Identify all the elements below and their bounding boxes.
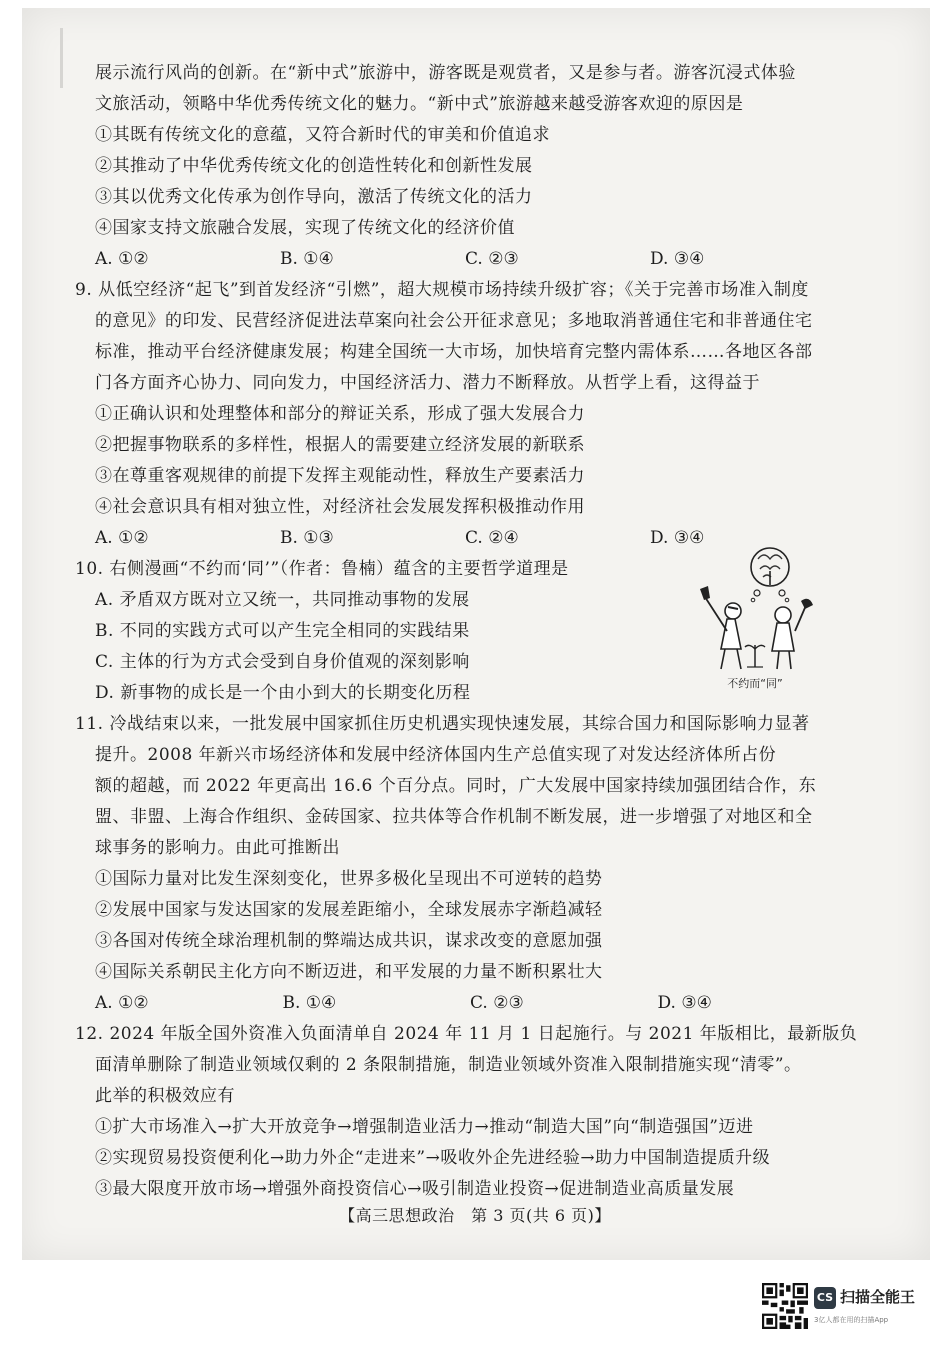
q11-line: 11. 冷战结束以来，一批发展中国家抓住历史机遇实现快速发展，其综合国力和国际影响力显著 [75,714,810,734]
intro-section [95,58,845,275]
q9-statement: ②把握事物联系的多样性，根据人的需要建立经济发展的新联系 [95,435,585,455]
intro-statement: ④国家支持文旅融合发展，实现了传统文化的经济价值 [95,218,515,238]
cs-logo-icon: CS [814,1287,836,1309]
q11-statement: ①国际力量对比发生深刻变化，世界多极化呈现出不可逆转的趋势 [95,869,603,889]
q9-line: 标准，推动平台经济健康发展；构建全国统一大市场，加快培育完整内需体系……各地区各部 [95,342,813,362]
q11-line: 球事务的影响力。由此可推断出 [95,838,340,858]
q9-line: 门各方面齐心协力、同向发力，中国经济活力、潜力不断释放。从哲学上看，这得益于 [95,373,760,393]
q11-options [95,988,845,1019]
scanner-title: 扫描全能王 [840,1288,916,1306]
q12-statement: ③最大限度开放市场→增强外商投资信心→吸引制造业投资→促进制造业高质量发展 [95,1179,735,1199]
option-c: C. ②④ [465,528,519,548]
q11-line: 盟、非盟、上海合作组织、金砖国家、拉共体等合作机制不断发展，进一步增强了对地区和全 [95,807,813,827]
page-footer: 【高三思想政治 第 3 页(共 6 页)】 [339,1206,611,1225]
question-9 [75,275,845,554]
cartoon-caption: 不约而“同” [727,677,783,690]
q11-statement: ④国际关系朝民主化方向不断迈进，和平发展的力量不断积累壮大 [95,962,603,982]
question-12 [75,1019,858,1205]
q9-line: 9. 从低空经济“起飞”到首发经济“引燃”，超大规模市场持续升级扩容；《关于完善市场准入制度 [75,280,809,300]
q11-line: 提升。2008 年新兴市场经济体和发展中经济体国内生产总值实现了对发达经济体所占份 [95,745,777,765]
q12-line: 面清单删除了制造业领域仅剩的 2 条限制措施，制造业领域外资准入限制措施实现“清零”。 [95,1055,802,1075]
option-b: B. ①③ [280,528,334,548]
q12-line: 12. 2024 年版全国外资准入负面清单自 2024 年 11 月 1 日起施行。与 2021 年版相比，最新版负 [75,1024,858,1044]
intro-statement: ②其推动了中华优秀传统文化的创造性转化和创新性发展 [95,156,533,176]
q10-option-c: C. 主体的行为方式会受到自身价值观的深刻影响 [95,652,470,672]
q12-statement: ①扩大市场准入→扩大开放竞争→增强制造业活力→推动“制造大国”向“制造强国”迈进 [95,1117,754,1137]
q9-statement: ④社会意识具有相对独立性，对经济社会发展发挥积极推动作用 [95,497,585,517]
option-d: D. ③④ [657,993,712,1013]
intro-line: 文旅活动，领略中华优秀传统文化的魅力。“新中式”旅游越来越受游客欢迎的原因是 [95,94,744,114]
scanner-watermark [762,1283,937,1333]
option-a: A. ①② [95,993,149,1013]
q11-line: 额的超越，而 2022 年更高出 16.6 个百分点。同时，广大发展中国家持续加强团结合作，东 [95,776,817,796]
q10-option-b: B. 不同的实践方式可以产生完全相同的实践结果 [95,621,470,641]
q9-line: 的意见》的印发、民营经济促进法草案向社会公开征求意见；多地取消普通住宅和非普通住宅 [95,311,813,331]
q10-option-a: A. 矛盾双方既对立又统一，共同推动事物的发展 [95,590,470,610]
q12-statement: ②实现贸易投资便利化→助力外企“走进来”→吸收外企先进经验→助力中国制造提质升级 [95,1148,771,1168]
option-d: D. ③④ [650,528,705,548]
question-11 [75,709,845,1019]
intro-statement: ③其以优秀文化传承为创作导向，激活了传统文化的活力 [95,187,533,207]
fold-mark [60,28,63,88]
option-a: A. ①② [95,528,149,548]
option-c: C. ②③ [470,993,524,1013]
cartoon-drawing-icon [695,545,815,675]
option-a: A. ①② [95,249,149,269]
q11-statement: ③各国对传统全球治理机制的弊端达成共识，谋求改变的意愿加强 [95,931,603,951]
option-d: D. ③④ [650,249,705,269]
option-b: B. ①④ [280,249,334,269]
option-c: C. ②③ [465,249,519,269]
q11-statement: ②发展中国家与发达国家的发展差距缩小，全球发展赤字渐趋减轻 [95,900,603,920]
option-b: B. ①④ [282,993,337,1013]
intro-line: 展示流行风尚的创新。在“新中式”旅游中，游客既是观赏者，又是参与者。游客沉浸式体验 [95,63,796,83]
cartoon-illustration [695,545,815,695]
scanner-subtitle: 3亿人都在用的扫描App [814,1316,889,1324]
intro-options [95,244,845,275]
q9-statement: ③在尊重客观规律的前提下发挥主观能动性，释放生产要素活力 [95,466,585,486]
q9-statement: ①正确认识和处理整体和部分的辩证关系，形成了强大发展合力 [95,404,585,424]
intro-statement: ①其既有传统文化的意蕴，又符合新时代的审美和价值追求 [95,125,550,145]
q10-stem: 10. 右侧漫画“不约而‘同’”（作者：鲁楠）蕴含的主要哲学道理是 [75,559,569,579]
q12-line: 此举的积极效应有 [95,1086,235,1106]
qr-code-icon [762,1283,808,1329]
q10-option-d: D. 新事物的成长是一个由小到大的长期变化历程 [95,683,471,703]
